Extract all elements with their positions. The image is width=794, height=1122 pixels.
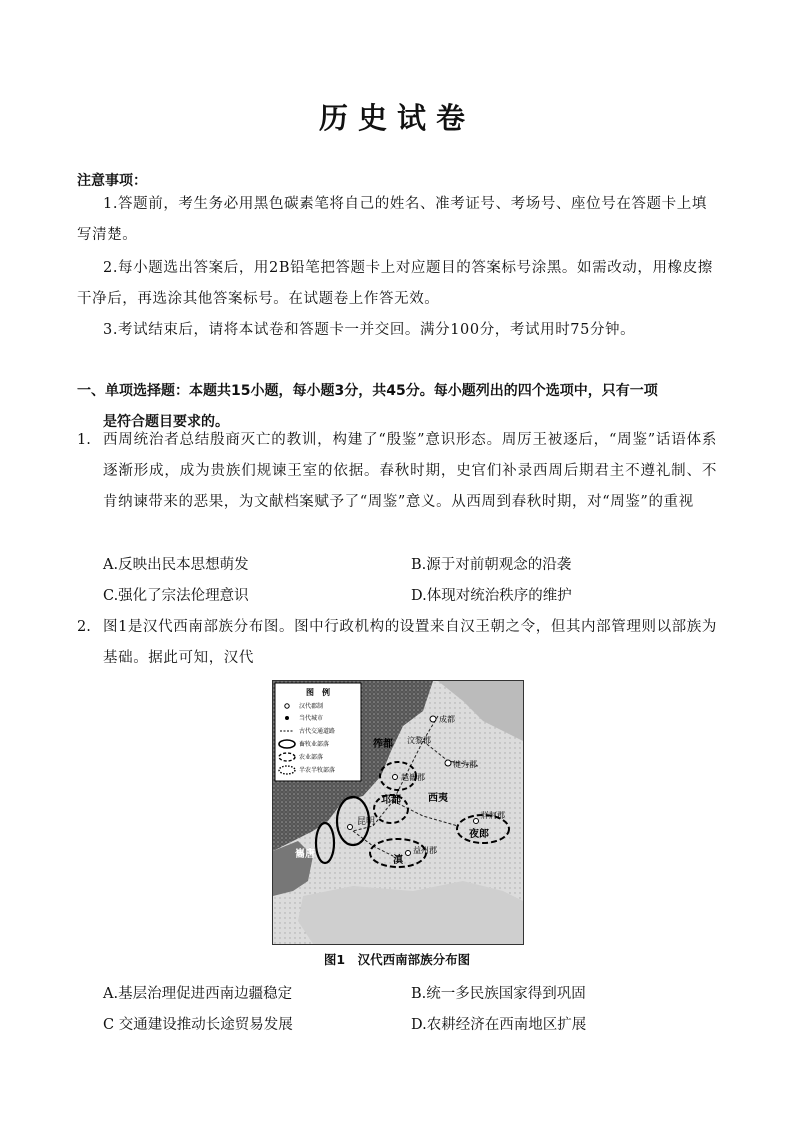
label-yelang: 夜郎 (469, 829, 489, 840)
q1-option-d: D.体现对统治秩序的维护 (411, 588, 572, 604)
legend-item-4: 畜牧业部落 (299, 741, 330, 748)
legend-item-5: 农业部落 (299, 754, 324, 761)
label-xiyi: 西夷 (428, 793, 448, 804)
label-zuodu: 筰都 (373, 739, 393, 750)
label-wenshan: 汶黎郡 (407, 736, 431, 745)
label-jianwei: 犍为郡 (453, 760, 477, 769)
q2-option-a: A.基层治理促进西南边疆稳定 (103, 986, 293, 1002)
notice-line-2: 写清楚。 (77, 227, 138, 243)
legend-item-3: 古代交通道路 (299, 728, 336, 735)
label-yizhou: 益州郡 (413, 846, 437, 855)
q1-option-b: B.源于对前朝观念的沿袭 (411, 557, 572, 573)
label-xiong: 巂唐 (295, 849, 315, 860)
legend-county-icon (285, 704, 289, 708)
q2-option-d: D.农耕经济在西南地区扩展 (411, 1017, 587, 1033)
q1-option-a: A.反映出民本思想萌发 (103, 557, 249, 573)
city-marker-kunming (348, 825, 353, 830)
notice-line-5: 3.考试结束后，请将本试卷和答题卡一并交回。满分100分，考试用时75分钟。 (103, 322, 636, 338)
page-title: 历史试卷 (318, 101, 475, 135)
legend-title: 图 例 (306, 688, 330, 697)
q2-option-c: C 交通建设推动长途贸易发展 (103, 1017, 293, 1033)
label-yuesui: 越巂郡 (401, 773, 425, 782)
q2-option-b: B.统一多民族国家得到巩固 (411, 986, 586, 1002)
notice-line-3: 2.每小题选出答案后，用2B铅笔把答题卡上对应题目的答案标号涂黑。如需改动，用橡皮擦 (103, 260, 713, 276)
notice-line-4: 干净后，再选涂其他答案标号。在试题卷上作答无效。 (77, 291, 440, 307)
city-marker-jianwei (445, 760, 451, 766)
notice-heading: 注意事项： (77, 173, 147, 189)
legend-item-1: 汉代郡制 (299, 703, 324, 710)
question-2-number: 2. (77, 619, 91, 635)
city-marker-yuesui (393, 775, 398, 780)
city-marker-chengdu (430, 716, 436, 722)
figure-caption: 图1 汉代西南部族分布图 (323, 952, 471, 967)
city-marker-yizhou (406, 851, 411, 856)
q1-option-c: C.强化了宗法伦理意识 (103, 588, 249, 604)
notice-line-1: 1.答题前，考生务必用黑色碳素笔将自己的姓名、准考证号、考场号、座位号在答题卡上填 (103, 196, 707, 212)
legend-item-2: 当代城市 (299, 715, 324, 722)
city-marker-zangke (474, 819, 479, 824)
label-qiongdu: 邛都 (381, 795, 401, 806)
legend-city-icon (285, 716, 289, 720)
map-figure (272, 680, 524, 945)
section-heading-line-1: 一、单项选择题：本题共15小题，每小题3分，共45分。每小题列出的四个选项中，只有一项 (77, 383, 658, 399)
label-zangke: 牂牁郡 (481, 811, 505, 820)
section-heading-line-2: 是符合题目要求的。 (103, 414, 229, 430)
question-2-stem: 图1是汉代西南部族分布图。图中行政机构的设置来自汉王朝之令，但其内部管理则以部族为基础。据此可知，汉代 (103, 619, 717, 666)
label-kunming: 昆明 (357, 817, 376, 827)
legend-item-6: 半农半牧部落 (299, 767, 336, 774)
question-1-number: 1. (77, 432, 91, 448)
question-1-stem: 西周统治者总结殷商灭亡的教训，构建了“殷鉴”意识形态。周厉王被逐后，“周鉴”话语体系逐渐形成，成为贵族们规谏王室的依据。春秋时期，史官们补录西周后期君主不遵礼制、不肯纳谏带来的恶果，为文献档案赋予了“周鉴”意义。从西周到春秋时期，对“周鉴”的重视 (103, 432, 717, 510)
label-dian: 滇 (393, 855, 403, 866)
label-chengdu: 成都 (439, 715, 455, 724)
